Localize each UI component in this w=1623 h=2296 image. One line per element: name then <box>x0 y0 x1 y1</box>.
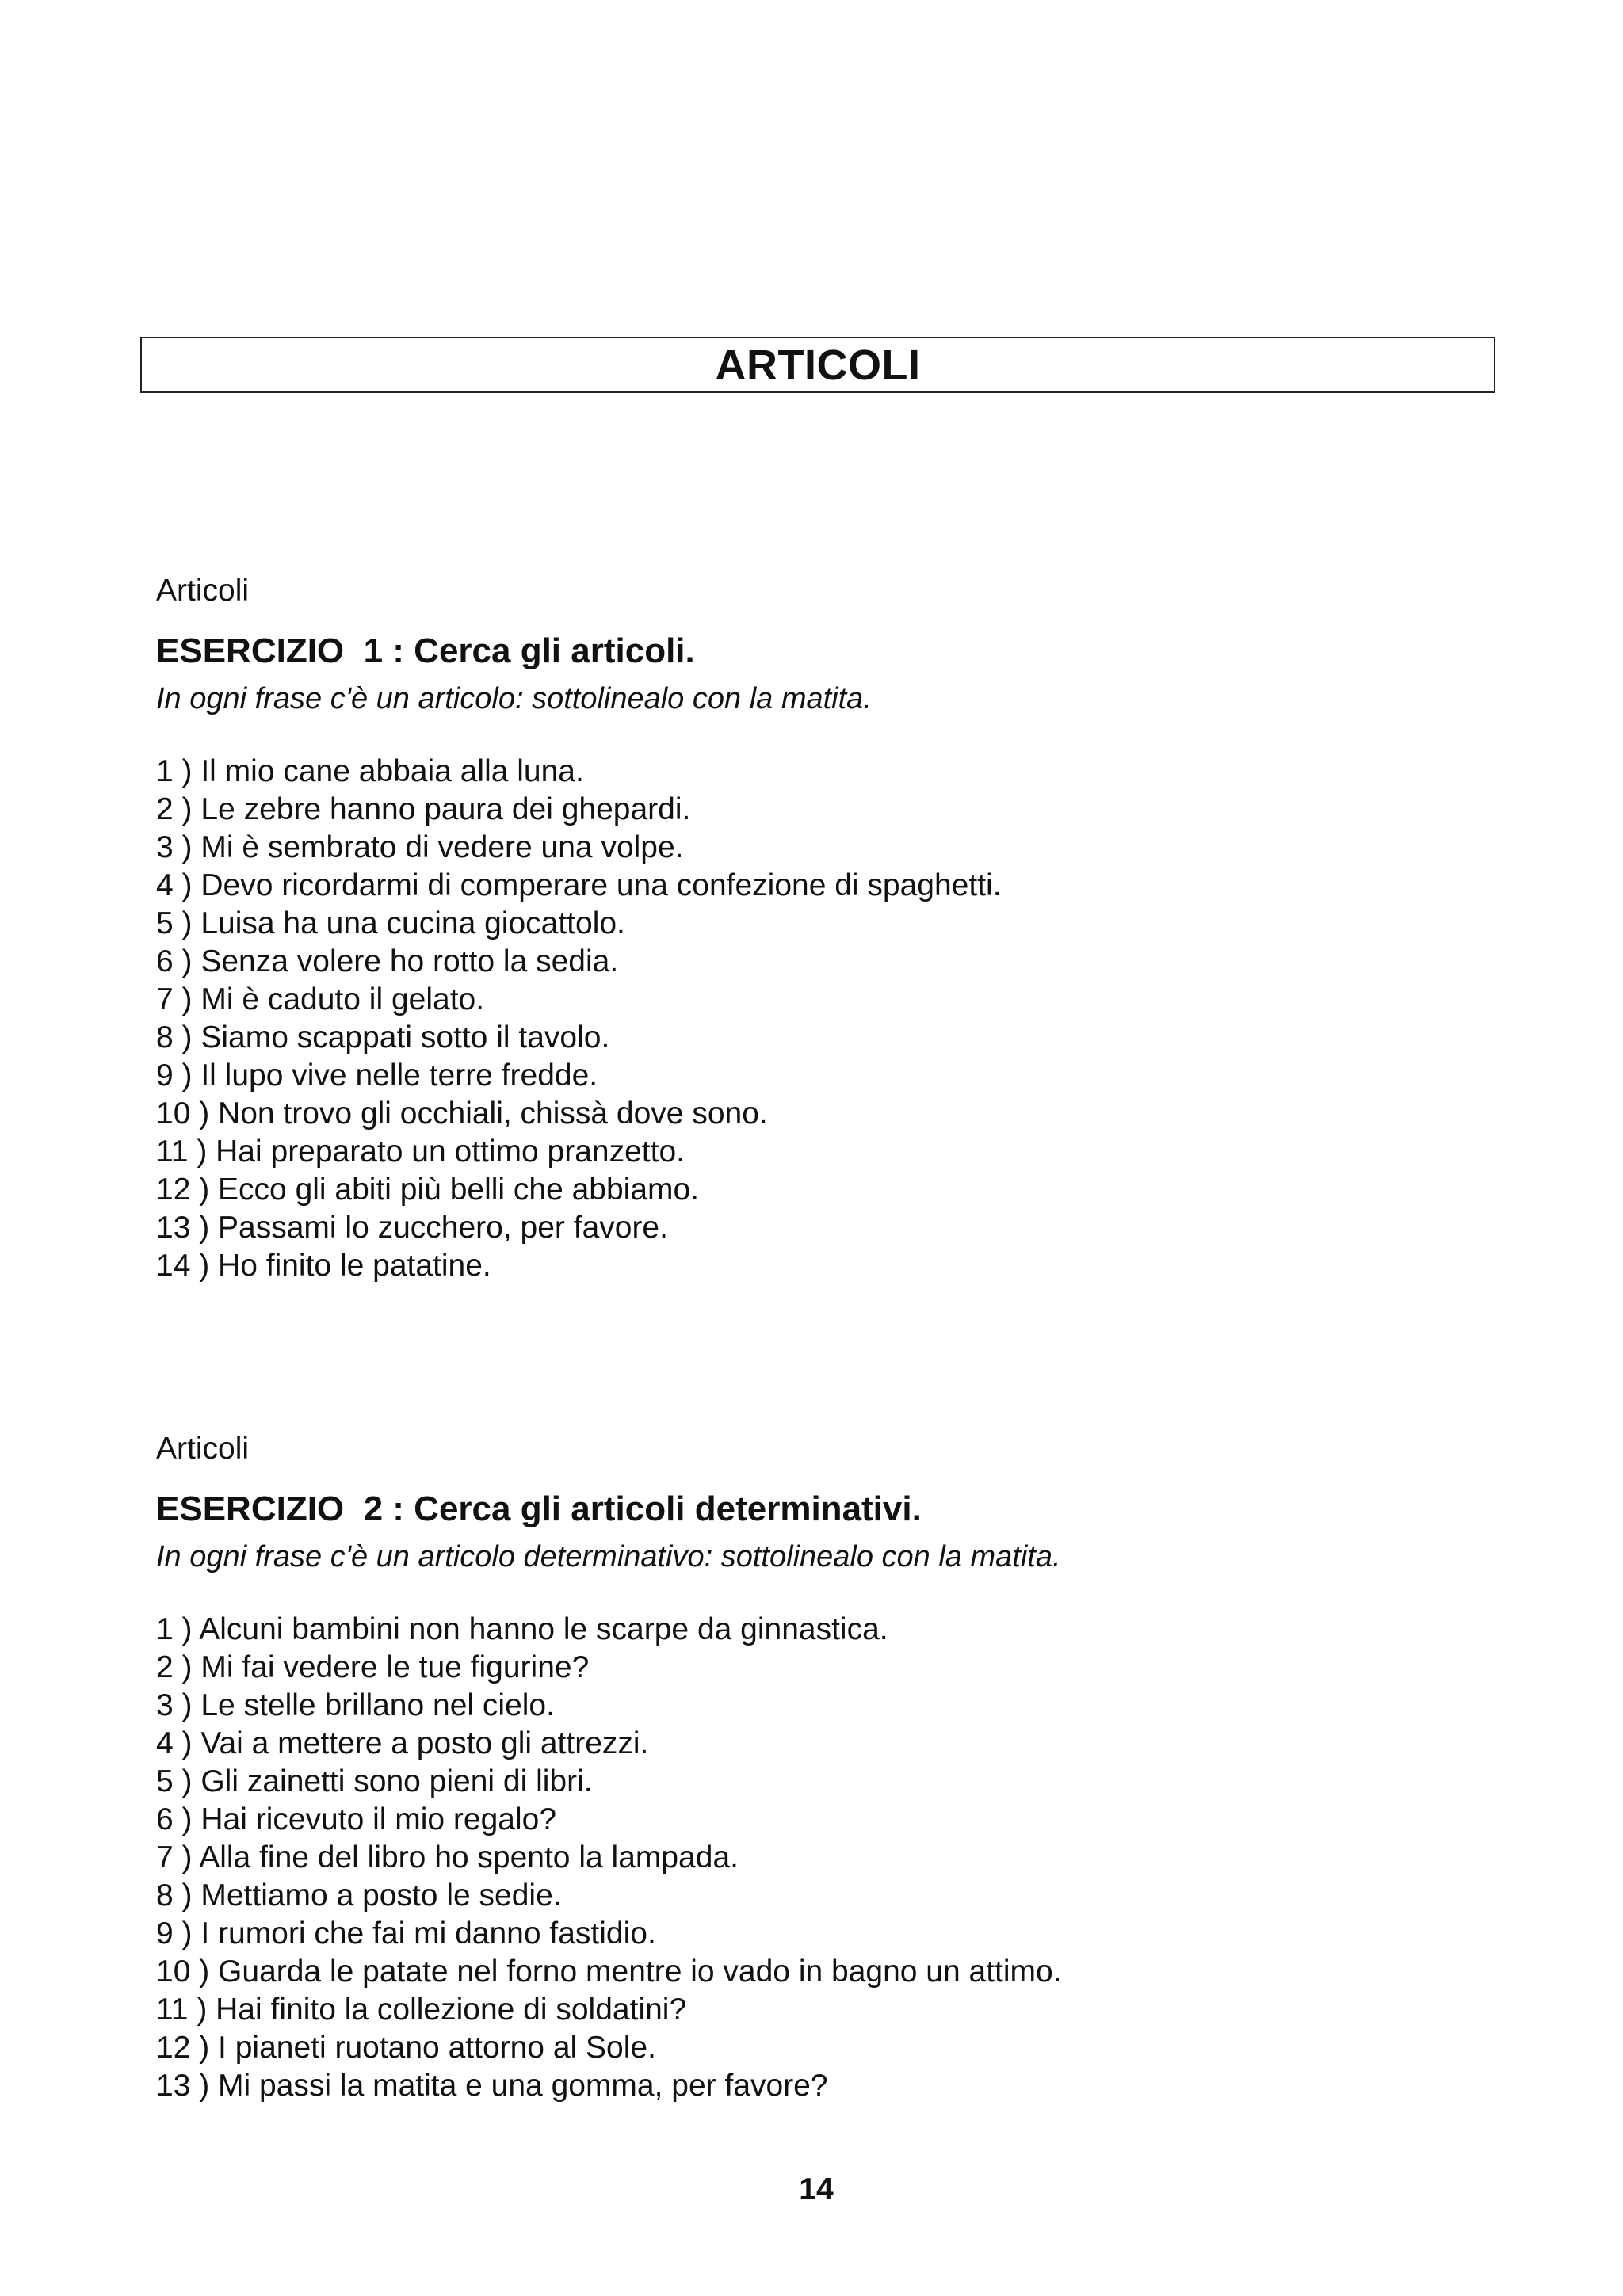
list-item: 9 ) I rumori che fai mi danno fastidio. <box>156 1917 656 1951</box>
list-item: 3 ) Mi è sembrato di vedere una volpe. <box>156 830 684 864</box>
list-item: 7 ) Alla fine del libro ho spento la lampada. <box>156 1840 739 1875</box>
list-item: 10 ) Non trovo gli occhiali, chissà dove sono. <box>156 1097 768 1131</box>
exercise-section-1 <box>156 572 1503 1285</box>
exercise-instruction: In ogni frase c'è un articolo: sottolinealo con la matita. <box>156 682 872 715</box>
list-item: 2 ) Le zebre hanno paura dei ghepardi. <box>156 792 691 826</box>
chapter-title-box <box>140 337 1495 393</box>
chapter-title: ARTICOLI <box>715 341 921 389</box>
list-item: 12 ) Ecco gli abiti più belli che abbiamo. <box>156 1173 700 1207</box>
list-item: 14 ) Ho finito le patatine. <box>156 1249 491 1283</box>
list-item: 11 ) Hai preparato un ottimo pranzetto. <box>156 1135 685 1169</box>
list-item: 7 ) Mi è caduto il gelato. <box>156 982 485 1016</box>
exercise-title: ESERCIZIO 2 : Cerca gli articoli determinativi. <box>156 1489 922 1528</box>
list-item: 3 ) Le stelle brillano nel cielo. <box>156 1688 555 1722</box>
list-item: 6 ) Senza volere ho rotto la sedia. <box>156 944 619 978</box>
list-item: 12 ) I pianeti ruotano attorno al Sole. <box>156 2031 656 2065</box>
list-item: 13 ) Passami lo zucchero, per favore. <box>156 1211 668 1245</box>
exercise-section-2 <box>156 1430 1503 2105</box>
page-number: 14 <box>799 2172 834 2206</box>
list-item: 13 ) Mi passi la matita e una gomma, per favore? <box>156 2069 828 2103</box>
list-item: 5 ) Gli zainetti sono pieni di libri. <box>156 1764 593 1798</box>
list-item: 8 ) Siamo scappati sotto il tavolo. <box>156 1020 610 1055</box>
list-item: 2 ) Mi fai vedere le tue figurine? <box>156 1650 590 1684</box>
list-item: 8 ) Mettiamo a posto le sedie. <box>156 1878 562 1913</box>
list-item: 10 ) Guarda le patate nel forno mentre io vado in bagno un attimo. <box>156 1955 1062 1989</box>
sentence-list <box>156 1611 1503 2105</box>
list-item: 11 ) Hai finito la collezione di soldatini? <box>156 1993 687 2027</box>
list-item: 5 ) Luisa ha una cucina giocattolo. <box>156 906 625 940</box>
list-item: 4 ) Vai a mettere a posto gli attrezzi. <box>156 1726 649 1760</box>
list-item: 1 ) Alcuni bambini non hanno le scarpe da ginnastica. <box>156 1612 888 1646</box>
sentence-list <box>156 753 1503 1285</box>
section-label: Articoli <box>156 1432 250 1466</box>
exercise-instruction: In ogni frase c'è un articolo determinativo: sottolinealo con la matita. <box>156 1540 1061 1573</box>
section-label: Articoli <box>156 574 250 608</box>
list-item: 1 ) Il mio cane abbaia alla luna. <box>156 754 584 788</box>
list-item: 4 ) Devo ricordarmi di comperare una confezione di spaghetti. <box>156 868 1002 902</box>
list-item: 6 ) Hai ricevuto il mio regalo? <box>156 1802 557 1836</box>
exercise-title: ESERCIZIO 1 : Cerca gli articoli. <box>156 631 695 670</box>
list-item: 9 ) Il lupo vive nelle terre fredde. <box>156 1058 598 1093</box>
